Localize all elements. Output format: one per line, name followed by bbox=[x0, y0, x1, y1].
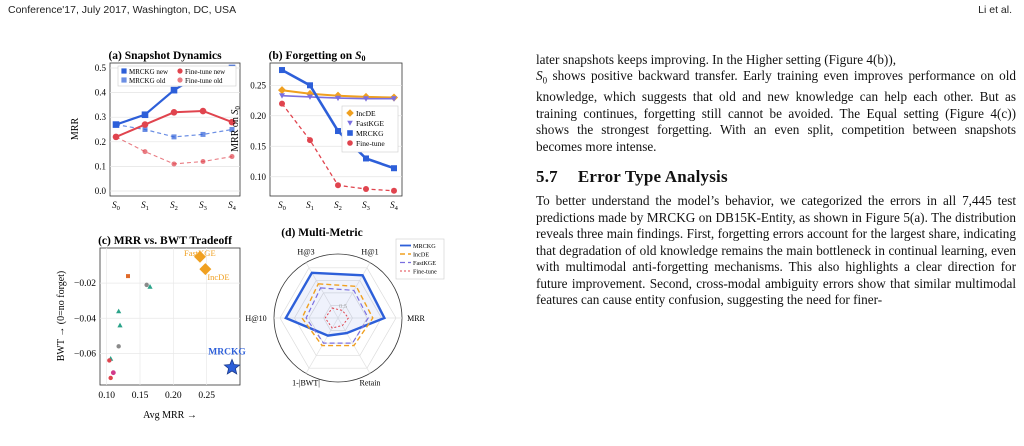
panel-b-point bbox=[335, 128, 341, 134]
section-heading bbox=[536, 169, 1016, 185]
panel-b-xtick: $S_3$ bbox=[362, 200, 370, 212]
panel-a-legend bbox=[118, 66, 236, 86]
panel-a-ytick: 0.2 bbox=[94, 136, 106, 147]
panel-b-point bbox=[278, 86, 286, 94]
snapshot-symbol: S bbox=[536, 68, 543, 84]
running-header-right: Li et al. bbox=[978, 4, 1012, 16]
panel-b-xtick: $S_1$ bbox=[306, 200, 314, 212]
panel-a-title: (a) Snapshot Dynamics bbox=[108, 50, 222, 62]
panel-c-xtick: 0.25 bbox=[198, 391, 215, 401]
snapshot-subscript: 0 bbox=[542, 76, 548, 87]
panel-b-ytick: 0.15 bbox=[250, 141, 266, 152]
panel-a-legend-label: MRCKG old bbox=[129, 77, 166, 85]
panel-b-ytick: 0.20 bbox=[250, 110, 266, 121]
panel-b-point bbox=[391, 165, 397, 171]
panel-c-point bbox=[144, 283, 148, 287]
panel-b-title-text: (b) Forgetting on S bbox=[268, 50, 362, 62]
panel-a-point bbox=[172, 134, 177, 139]
panel-a-point bbox=[171, 87, 178, 94]
panel-a-point bbox=[142, 111, 149, 118]
panel-b-point bbox=[307, 137, 313, 143]
panel-a bbox=[70, 50, 240, 212]
paragraph-error-analysis: To better understand the model’s behavior, we categorized the errors in all 7,445 test predictions made by MRCKG on DB15K-Entity, as shown in Figure 5(a). The distribution reveals three main findings. First, forgetting errors account for the largest share, indicating that degradation of old knowledge remains the main bottleneck in continual learning, even with multimodal anti-forgetting mechanisms. This also highlights a clear direction for future improvement. Second, cross-modal ambiguity errors show that similar multimodal features can cause entity confusion, suggesting the need for finer- bbox=[536, 193, 1016, 307]
panel-a-point bbox=[201, 159, 206, 164]
panel-a-point bbox=[171, 109, 178, 116]
panel-d-legend-label: FastKGE bbox=[413, 260, 437, 267]
panel-d-legend-label: MRCKG bbox=[413, 243, 436, 250]
panel-a-ytick: 0.3 bbox=[94, 112, 106, 123]
panel-b-title-subscript: 0 bbox=[361, 54, 366, 63]
panel-c-ylabel: BWT → (0=no forget) bbox=[56, 270, 67, 362]
panel-b-point bbox=[279, 101, 285, 107]
panel-a-ytick: 0.1 bbox=[94, 161, 106, 172]
panel-c-xtick: 0.20 bbox=[165, 391, 182, 401]
panel-a-point bbox=[230, 154, 235, 159]
panel-b-point bbox=[391, 188, 397, 194]
panel-b-legend-marker bbox=[347, 140, 353, 146]
panel-c-point-label: MRCKG bbox=[208, 347, 246, 358]
panel-b-ytick: 0.10 bbox=[250, 171, 266, 182]
panel-d-axis-label: H@1 bbox=[361, 247, 379, 257]
panel-b-point bbox=[363, 155, 369, 161]
panel-a-series-line bbox=[116, 137, 232, 164]
panel-b-legend bbox=[342, 106, 398, 152]
panel-b-legend-label: IncDE bbox=[356, 109, 376, 118]
panel-a-xtick: $S_0$ bbox=[112, 200, 120, 212]
panel-a-xtick: $S_4$ bbox=[228, 200, 236, 212]
panel-c-point bbox=[117, 323, 122, 328]
panel-c-point bbox=[224, 359, 239, 374]
panel-d-axis-label: H@3 bbox=[297, 247, 315, 257]
panel-a-point bbox=[114, 134, 119, 139]
panel-b-point bbox=[335, 182, 341, 188]
body-text-column bbox=[536, 52, 1016, 308]
panel-d-legend-label: IncDE bbox=[413, 251, 430, 259]
panel-a-legend-label: Fine-tune new bbox=[185, 68, 226, 76]
panel-c-xlabel: Avg MRR → bbox=[143, 410, 197, 421]
panel-a-xtick: $S_1$ bbox=[141, 200, 149, 212]
panel-b-xtick: $S_4$ bbox=[390, 200, 398, 212]
panel-a-point bbox=[172, 161, 177, 166]
panel-a-legend-marker bbox=[121, 68, 126, 73]
paragraph-continued bbox=[536, 52, 1016, 155]
running-header-left: Conference'17, July 2017, Washington, DC, USA bbox=[8, 4, 237, 16]
panel-a-legend-label: Fine-tune old bbox=[185, 77, 223, 85]
panel-c-frame bbox=[100, 248, 240, 385]
panel-a-ylabel: MRR bbox=[70, 117, 81, 141]
panel-a-point bbox=[143, 149, 148, 154]
panel-a-point bbox=[114, 122, 119, 127]
panel-a-point bbox=[201, 132, 206, 137]
panel-c-xtick: 0.15 bbox=[131, 391, 149, 401]
panel-c-point-label: IncDE bbox=[207, 272, 230, 283]
paragraph-1-intro: later snapshots keeps improving. In the Higher setting (Figure 4(b)), bbox=[536, 52, 897, 67]
panel-d-axis-label: Retain bbox=[359, 378, 381, 388]
panel-b-legend-label: FastKGE bbox=[356, 119, 384, 128]
panel-c-ytick: −0.04 bbox=[74, 314, 96, 325]
panel-c-point bbox=[107, 358, 111, 362]
panel-a-legend-marker bbox=[177, 77, 182, 82]
panel-a-point bbox=[200, 108, 207, 115]
panel-c-point bbox=[126, 274, 130, 278]
panel-b-xtick: $S_2$ bbox=[334, 200, 342, 212]
panel-a-xtick: $S_3$ bbox=[199, 200, 207, 212]
panel-d-legend bbox=[396, 239, 444, 279]
panel-a-legend-label: MRCKG new bbox=[129, 68, 169, 76]
panel-c-point bbox=[111, 370, 116, 375]
panel-d-legend-label: Fine-tune bbox=[413, 268, 437, 276]
panel-d-ring-label: 0.5 bbox=[339, 303, 348, 310]
panel-d bbox=[245, 227, 444, 387]
panel-b-title bbox=[269, 50, 366, 63]
panel-b-legend-marker bbox=[347, 130, 353, 136]
panel-b-ylabel: MRR on $S_0$ bbox=[230, 106, 242, 152]
panel-d-axis-label: 1-|BWT| bbox=[292, 378, 320, 388]
panel-c bbox=[56, 235, 246, 421]
panel-c-ytick: −0.02 bbox=[74, 279, 96, 290]
panel-b-point bbox=[363, 186, 369, 192]
panel-a-legend-marker bbox=[177, 68, 182, 73]
panel-c-point bbox=[116, 309, 121, 314]
section-title: Error Type Analysis bbox=[577, 167, 728, 187]
panel-c-ytick: −0.06 bbox=[74, 349, 96, 360]
section-number: 5.7 bbox=[536, 167, 558, 187]
panel-a-ytick: 0.0 bbox=[94, 186, 106, 196]
paragraph-1-rest: shows positive backward transfer. Early training even improves performance on old knowledge, which suggests that old and new knowledge can help each other. But as training continues, forgetting still cannot be avoided. The Equal setting (Figure 4(c)) shows the strongest forgetting. With an even split, competition between snapshots becomes more intense. bbox=[536, 68, 1016, 154]
panel-c-point bbox=[116, 344, 120, 348]
panel-c-title: (c) MRR vs. BWT Tradeoff bbox=[98, 235, 232, 247]
panel-a-ytick: 0.4 bbox=[94, 87, 106, 98]
panel-b-ytick: 0.25 bbox=[250, 80, 266, 91]
panel-b bbox=[230, 50, 402, 212]
panel-b-legend-label: Fine-tune bbox=[356, 139, 385, 148]
panel-b-xtick: $S_0$ bbox=[278, 200, 286, 212]
panel-d-title: (d) Multi-Metric bbox=[281, 227, 363, 239]
panel-a-xtick: $S_2$ bbox=[170, 200, 178, 212]
panel-b-point bbox=[279, 67, 285, 73]
panel-c-xtick: 0.10 bbox=[98, 391, 115, 401]
panel-b-point bbox=[307, 82, 313, 88]
panel-b-legend-label: MRCKG bbox=[356, 129, 384, 138]
panel-a-legend-marker bbox=[121, 77, 126, 82]
panel-d-axis-label: H@10 bbox=[245, 314, 267, 323]
panel-d-axis-label: MRR bbox=[407, 314, 425, 323]
panel-c-point bbox=[108, 376, 112, 380]
panel-b-title-symbol: S bbox=[355, 50, 362, 62]
panel-c-point-label: FastKGE bbox=[184, 247, 216, 258]
panel-a-ytick: 0.5 bbox=[94, 63, 106, 73]
panel-a-point bbox=[142, 121, 149, 128]
